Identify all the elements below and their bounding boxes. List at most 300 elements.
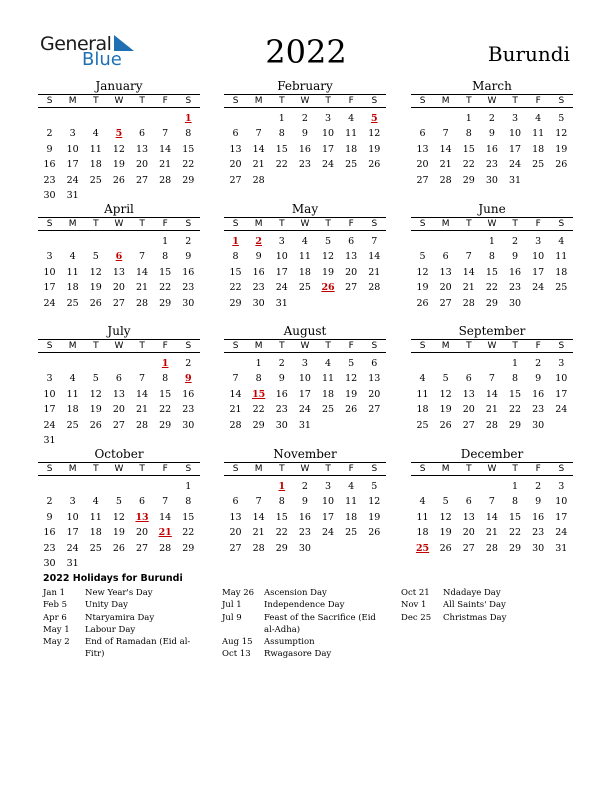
- day-cell: 7: [255, 128, 262, 140]
- day-cell: 28: [485, 542, 498, 554]
- day-cell: 9: [301, 496, 308, 508]
- day-cell: 26: [112, 542, 125, 554]
- empty-day: [38, 479, 61, 494]
- weekday-label: T: [279, 219, 285, 229]
- holiday-day: 15: [252, 388, 266, 400]
- day-cell: 12: [439, 511, 452, 523]
- weekday-label: S: [371, 219, 378, 229]
- weekday-label: S: [558, 464, 565, 474]
- day-cell: 13: [136, 143, 149, 155]
- day-cell: 28: [439, 174, 452, 186]
- day-cell: 13: [368, 373, 381, 385]
- day-cell: 10: [322, 496, 335, 508]
- weekday-label: S: [185, 219, 192, 229]
- weekday-label: T: [466, 96, 472, 106]
- weekday-label: T: [93, 96, 99, 106]
- empty-day: [107, 356, 130, 371]
- day-cell: 29: [159, 419, 172, 431]
- logo-text-general: General: [40, 33, 112, 55]
- weekday-label: T: [325, 464, 331, 474]
- day-cell: 27: [462, 419, 475, 431]
- day-cell: 6: [465, 373, 472, 385]
- day-cell: 25: [66, 297, 79, 309]
- weekday-label: T: [93, 341, 99, 351]
- month-april: [38, 202, 200, 311]
- month-title: June: [478, 202, 506, 216]
- weekday-label: S: [185, 341, 192, 351]
- day-cell: 22: [509, 404, 522, 416]
- holiday-name: End of Ramadan (Eid al-Fitr): [85, 637, 191, 660]
- empty-day: [434, 111, 457, 126]
- day-cell: 17: [43, 404, 56, 416]
- holiday-date: May 1: [43, 624, 70, 635]
- day-cell: 31: [298, 419, 311, 431]
- day-cell: 16: [532, 511, 545, 523]
- day-cell: 3: [46, 251, 53, 263]
- month-title: April: [104, 202, 134, 216]
- day-cell: 1: [512, 358, 519, 369]
- day-cell: 17: [66, 527, 79, 539]
- weekday-label: T: [93, 464, 99, 474]
- day-cell: 16: [485, 143, 498, 155]
- day-cell: 8: [185, 496, 192, 508]
- day-cell: 25: [89, 174, 102, 186]
- day-cell: 13: [112, 266, 125, 278]
- day-cell: 30: [485, 174, 498, 186]
- day-cell: 5: [419, 251, 426, 263]
- day-cell: 1: [465, 113, 472, 124]
- day-cell: 22: [462, 159, 475, 171]
- holiday-item: [401, 612, 563, 624]
- day-cell: 29: [182, 174, 195, 186]
- day-cell: 11: [322, 373, 335, 385]
- day-cell: 15: [159, 266, 172, 278]
- day-cell: 23: [182, 404, 195, 416]
- day-cell: 11: [345, 496, 358, 508]
- day-cell: 4: [558, 236, 565, 247]
- day-cell: 8: [232, 251, 239, 263]
- day-cell: 28: [159, 542, 172, 554]
- day-cell: 3: [301, 358, 308, 369]
- holiday-name: Independence Day: [264, 600, 345, 611]
- weekday-label: S: [232, 464, 239, 474]
- day-cell: 6: [139, 128, 146, 140]
- weekday-label: T: [139, 341, 145, 351]
- day-cell: 21: [368, 266, 381, 278]
- day-grid: [38, 479, 200, 571]
- day-grid: [224, 479, 386, 556]
- weekday-label: W: [114, 464, 124, 474]
- empty-day: [38, 111, 61, 126]
- day-cell: 18: [89, 527, 102, 539]
- day-cell: 7: [232, 373, 239, 385]
- empty-day: [131, 356, 154, 371]
- day-cell: 18: [89, 159, 102, 171]
- weekday-label: T: [466, 464, 472, 474]
- empty-day: [131, 111, 154, 126]
- day-cell: 27: [136, 542, 149, 554]
- day-cell: 6: [115, 373, 122, 385]
- holiday-date: Oct 21: [401, 588, 430, 598]
- day-cell: 7: [255, 496, 262, 508]
- day-cell: 4: [69, 373, 76, 385]
- day-cell: 18: [345, 511, 358, 523]
- day-cell: 9: [255, 251, 262, 263]
- holiday-name: Ntaryamira Day: [85, 612, 155, 623]
- day-cell: 25: [298, 282, 311, 294]
- day-cell: 24: [43, 419, 56, 431]
- day-cell: 3: [558, 481, 565, 492]
- day-cell: 19: [322, 266, 335, 278]
- day-cell: 14: [159, 143, 172, 155]
- weekday-label: W: [114, 219, 124, 229]
- weekday-label: T: [279, 464, 285, 474]
- day-cell: 23: [532, 404, 545, 416]
- day-cell: 28: [252, 174, 265, 186]
- holiday-day: 6: [115, 251, 123, 263]
- day-cell: 8: [162, 373, 169, 385]
- day-cell: 23: [275, 404, 288, 416]
- day-cell: 6: [442, 251, 449, 263]
- month-september: [411, 324, 573, 433]
- logo-text-blue: Blue: [82, 49, 122, 70]
- day-cell: 8: [278, 496, 285, 508]
- holiday-date: Dec 25: [401, 612, 432, 623]
- day-cell: 18: [416, 404, 429, 416]
- day-cell: 24: [298, 404, 311, 416]
- day-cell: 24: [532, 282, 545, 294]
- holiday-column: [401, 587, 563, 624]
- day-cell: 9: [301, 128, 308, 140]
- day-cell: 8: [255, 373, 262, 385]
- holiday-item: [222, 599, 384, 611]
- day-cell: 6: [139, 496, 146, 508]
- weekday-label: S: [558, 219, 565, 229]
- empty-day: [434, 479, 457, 494]
- empty-day: [434, 356, 457, 371]
- day-cell: 2: [488, 113, 495, 124]
- day-cell: 16: [298, 143, 311, 155]
- day-grid: [411, 111, 573, 188]
- day-cell: 27: [112, 297, 125, 309]
- day-cell: 28: [252, 542, 265, 554]
- weekday-label: M: [254, 341, 263, 351]
- month-july: [38, 324, 200, 448]
- day-cell: 19: [89, 282, 102, 294]
- weekday-header: [38, 94, 200, 108]
- day-cell: 14: [229, 388, 242, 400]
- holiday-item: [43, 599, 205, 611]
- empty-day: [411, 356, 434, 371]
- empty-day: [457, 356, 480, 371]
- month-title: January: [95, 79, 143, 93]
- holiday-date: Oct 13: [222, 649, 251, 660]
- day-cell: 15: [462, 143, 475, 155]
- day-cell: 20: [368, 388, 381, 400]
- month-title: December: [460, 447, 524, 461]
- day-cell: 28: [136, 297, 149, 309]
- day-cell: 6: [419, 128, 426, 140]
- day-cell: 11: [66, 266, 79, 278]
- weekday-label: F: [162, 464, 168, 474]
- day-grid: [38, 234, 200, 311]
- weekday-label: M: [68, 219, 77, 229]
- day-grid: [224, 234, 386, 311]
- day-cell: 11: [345, 128, 358, 140]
- holiday-name: Assumption: [264, 637, 315, 648]
- day-cell: 10: [509, 128, 522, 140]
- day-cell: 2: [46, 128, 53, 140]
- weekday-label: S: [419, 341, 426, 351]
- holiday-day: 25: [415, 542, 430, 554]
- day-cell: 24: [275, 282, 288, 294]
- day-cell: 6: [232, 496, 239, 508]
- weekday-label: S: [558, 96, 565, 106]
- day-cell: 2: [535, 481, 542, 492]
- day-cell: 5: [325, 236, 332, 247]
- day-cell: 13: [462, 388, 475, 400]
- day-cell: 23: [298, 159, 311, 171]
- empty-day: [411, 479, 434, 494]
- day-cell: 24: [509, 159, 522, 171]
- holiday-item: [222, 587, 384, 599]
- weekday-header: [224, 94, 386, 108]
- weekday-label: S: [558, 341, 565, 351]
- day-cell: 7: [488, 373, 495, 385]
- weekday-label: M: [68, 341, 77, 351]
- day-cell: 22: [182, 527, 195, 539]
- weekday-label: W: [487, 341, 497, 351]
- weekday-label: T: [512, 464, 518, 474]
- day-cell: 19: [555, 143, 568, 155]
- day-cell: 15: [275, 511, 288, 523]
- day-cell: 8: [512, 373, 519, 385]
- day-cell: 27: [368, 404, 381, 416]
- day-cell: 21: [136, 282, 149, 294]
- day-cell: 17: [43, 282, 56, 294]
- weekday-header: [411, 462, 573, 476]
- holiday-day: 1: [161, 358, 169, 369]
- weekday-label: F: [348, 96, 354, 106]
- day-grid: [224, 111, 386, 188]
- day-cell: 11: [89, 143, 102, 155]
- day-cell: 27: [229, 174, 242, 186]
- day-cell: 4: [325, 358, 332, 369]
- day-cell: 27: [112, 419, 125, 431]
- holidays-title: 2022 Holidays for Burundi: [43, 573, 183, 584]
- empty-day: [247, 479, 270, 494]
- day-cell: 17: [298, 388, 311, 400]
- day-cell: 1: [162, 236, 169, 247]
- day-cell: 18: [322, 388, 335, 400]
- day-cell: 24: [66, 542, 79, 554]
- day-cell: 11: [532, 128, 545, 140]
- day-cell: 9: [535, 496, 542, 508]
- day-cell: 25: [66, 419, 79, 431]
- empty-day: [247, 111, 270, 126]
- day-cell: 13: [229, 511, 242, 523]
- weekday-label: W: [487, 96, 497, 106]
- weekday-label: T: [279, 341, 285, 351]
- weekday-label: S: [419, 219, 426, 229]
- empty-day: [411, 111, 434, 126]
- weekday-label: T: [512, 96, 518, 106]
- day-cell: 12: [416, 266, 429, 278]
- day-cell: 27: [136, 174, 149, 186]
- empty-day: [107, 234, 130, 249]
- day-cell: 24: [322, 527, 335, 539]
- weekday-header: [411, 217, 573, 231]
- day-cell: 27: [462, 542, 475, 554]
- day-cell: 18: [66, 404, 79, 416]
- empty-day: [38, 356, 61, 371]
- holiday-item: [401, 599, 563, 611]
- day-cell: 8: [512, 496, 519, 508]
- day-cell: 6: [232, 128, 239, 140]
- weekday-header: [224, 462, 386, 476]
- weekday-label: W: [114, 96, 124, 106]
- day-cell: 5: [558, 113, 565, 124]
- day-cell: 10: [66, 511, 79, 523]
- day-cell: 23: [485, 159, 498, 171]
- weekday-label: F: [535, 219, 541, 229]
- day-cell: 15: [229, 266, 242, 278]
- empty-day: [480, 356, 503, 371]
- day-cell: 28: [136, 419, 149, 431]
- holiday-day: 13: [135, 511, 149, 523]
- holiday-date: Feb 5: [43, 600, 68, 611]
- weekday-label: S: [371, 96, 378, 106]
- day-grid: [411, 234, 573, 311]
- day-cell: 18: [416, 527, 429, 539]
- day-cell: 31: [275, 297, 288, 309]
- holiday-name: Ndadaye Day: [443, 588, 501, 598]
- day-cell: 11: [416, 511, 429, 523]
- day-cell: 29: [275, 542, 288, 554]
- day-cell: 15: [485, 266, 498, 278]
- weekday-label: S: [46, 96, 53, 106]
- day-cell: 14: [252, 143, 265, 155]
- day-cell: 13: [462, 511, 475, 523]
- day-cell: 17: [555, 388, 568, 400]
- day-cell: 7: [139, 251, 146, 263]
- day-cell: 16: [298, 511, 311, 523]
- holiday-item: [43, 612, 205, 624]
- day-cell: 16: [43, 159, 56, 171]
- day-cell: 23: [532, 527, 545, 539]
- day-cell: 9: [278, 373, 285, 385]
- day-grid: [411, 356, 573, 433]
- weekday-label: M: [254, 219, 263, 229]
- day-cell: 19: [112, 527, 125, 539]
- month-title: July: [107, 324, 131, 338]
- weekday-label: S: [46, 341, 53, 351]
- day-cell: 12: [89, 388, 102, 400]
- day-cell: 20: [112, 404, 125, 416]
- day-cell: 16: [43, 527, 56, 539]
- month-january: [38, 79, 200, 203]
- empty-day: [457, 479, 480, 494]
- weekday-label: T: [512, 219, 518, 229]
- month-february: [224, 79, 386, 188]
- day-cell: 21: [159, 159, 172, 171]
- weekday-label: T: [325, 219, 331, 229]
- day-cell: 15: [159, 388, 172, 400]
- month-december: [411, 447, 573, 556]
- weekday-header: [38, 462, 200, 476]
- day-cell: 15: [182, 511, 195, 523]
- weekday-label: S: [46, 219, 53, 229]
- empty-day: [411, 234, 434, 249]
- day-cell: 15: [509, 388, 522, 400]
- empty-day: [131, 234, 154, 249]
- day-cell: 7: [162, 128, 169, 140]
- day-cell: 14: [462, 266, 475, 278]
- day-cell: 19: [368, 143, 381, 155]
- holiday-item: [222, 612, 384, 637]
- month-title: August: [283, 324, 327, 338]
- weekday-label: M: [68, 96, 77, 106]
- weekday-label: W: [300, 464, 310, 474]
- day-cell: 20: [439, 282, 452, 294]
- empty-day: [84, 356, 107, 371]
- day-cell: 20: [229, 527, 242, 539]
- holiday-name: All Saints' Day: [443, 600, 506, 611]
- day-cell: 26: [439, 542, 452, 554]
- weekday-label: M: [441, 219, 450, 229]
- day-cell: 15: [182, 143, 195, 155]
- day-cell: 8: [278, 128, 285, 140]
- day-cell: 1: [185, 481, 192, 492]
- day-cell: 17: [555, 511, 568, 523]
- day-cell: 4: [69, 251, 76, 263]
- day-cell: 26: [439, 419, 452, 431]
- empty-day: [61, 234, 84, 249]
- day-cell: 2: [301, 113, 308, 124]
- day-cell: 31: [555, 542, 568, 554]
- day-grid: [224, 356, 386, 433]
- holiday-date: Apr 6: [43, 612, 67, 623]
- day-cell: 3: [325, 113, 332, 124]
- day-cell: 17: [509, 143, 522, 155]
- weekday-label: M: [254, 464, 263, 474]
- day-cell: 29: [485, 297, 498, 309]
- day-cell: 10: [322, 128, 335, 140]
- day-cell: 1: [255, 358, 262, 369]
- day-cell: 13: [112, 388, 125, 400]
- day-cell: 25: [416, 419, 429, 431]
- day-cell: 9: [535, 373, 542, 385]
- day-cell: 18: [532, 143, 545, 155]
- empty-day: [107, 111, 130, 126]
- day-cell: 14: [439, 143, 452, 155]
- day-cell: 18: [555, 266, 568, 278]
- day-cell: 30: [275, 419, 288, 431]
- weekday-label: W: [114, 341, 124, 351]
- day-cell: 21: [229, 404, 242, 416]
- day-cell: 2: [301, 481, 308, 492]
- weekday-label: W: [300, 219, 310, 229]
- day-cell: 14: [485, 388, 498, 400]
- day-cell: 4: [301, 236, 308, 247]
- day-cell: 30: [43, 189, 56, 201]
- holiday-day: 5: [371, 113, 378, 124]
- day-cell: 30: [43, 557, 56, 569]
- day-cell: 5: [92, 373, 99, 385]
- day-cell: 29: [182, 542, 195, 554]
- holiday-date: Jan 1: [43, 588, 66, 598]
- day-cell: 31: [66, 557, 79, 569]
